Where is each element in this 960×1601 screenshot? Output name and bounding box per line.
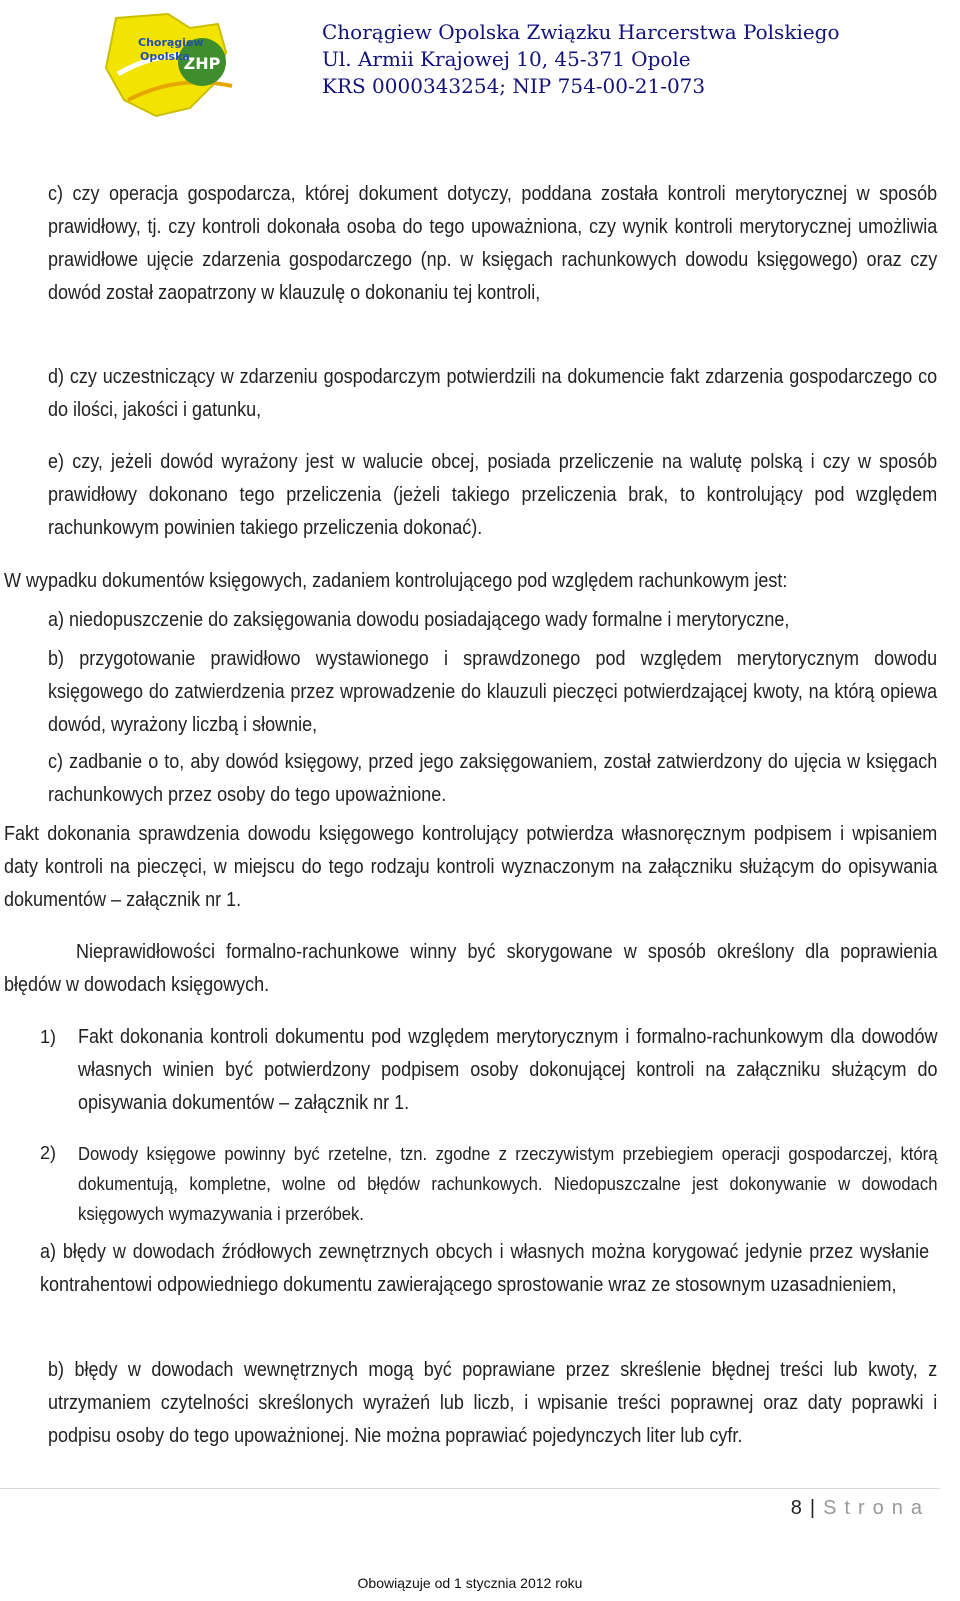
org-address: Ul. Armii Krajowej 10, 45-371 Opole (322, 47, 691, 71)
footer-note: Obowiązuje od 1 stycznia 2012 roku (357, 1575, 583, 1591)
org-name: Chorągiew Opolska Związku Harcerstwa Polskiego (322, 20, 840, 44)
correction-item-b: b) błędy w dowodach wewnętrznych mogą być poprawiane przez skreślenie błędnej treści lub kwoty, z utrzymaniem czytelności skreślonych wyrażeń lub liczb, i wpisanie treści poprawnej oraz daty poprawki i podpisu osoby do tego upoważnionej. Nie można poprawiać pojedynczych liter lub cyfr. (48, 1359, 938, 1447)
paragraph-intro: W wypadku dokumentów księgowych, zadaniem kontrolującego pod względem rachunkowym jest: (4, 570, 788, 592)
logo-text-1: Chorągiew (138, 36, 204, 49)
page-number (791, 1497, 930, 1520)
organization-logo (98, 4, 238, 122)
correction-item-a: a) błędy w dowodach źródłowych zewnętrznych obcych i własnych można korygować jedynie przez wysłanie kontrahentowi odpowiedniego dokumentu zawierającego sprostowanie wraz ze stosownym uzasadnieniem, (40, 1241, 930, 1296)
list-item-a: a) niedopuszczenie do zaksięgowania dowodu posiadającego wady formalne i merytoryczne, (48, 609, 790, 631)
paragraph-nieprawidlowosci: Nieprawidłowości formalno-rachunkowe winny być skorygowane w sposób określony dla poprawienia błędów w dowodach księgowych. (4, 941, 938, 996)
page-number-value: 8 (790, 1497, 802, 1519)
list-item-c: c) zadbanie o to, aby dowód księgowy, przed jego zaksięgowaniem, został zatwierdzony do ujęcia w księgach rachunkowych przez osoby do tego upoważnione. (48, 751, 938, 806)
numbered-label-1: 1) (40, 1027, 57, 1047)
numbered-label-2: 2) (40, 1143, 57, 1163)
paragraph-e: e) czy, jeżeli dowód wyrażony jest w walucie obcej, posiada przeliczenie na walutę polską i czy w sposób prawidłowy dokonano tego przeliczenia (jeżeli takiego przeliczenia brak, to kontrolujący pod względem rachunkowym powinien takiego przeliczenia dokonać). (48, 451, 938, 539)
logo-badge: ZHP (183, 54, 221, 73)
paragraph-fakt: Fakt dokonania sprawdzenia dowodu księgowego kontrolujący potwierdza własnoręcznym podpisem i wpisaniem daty kontroli na pieczęci, w miejscu do tego rodzaju kontroli wyznaczonym na załączniku służącym do opisywania dokumentów – załącznik nr 1. (4, 823, 938, 911)
footer-divider (0, 1488, 940, 1489)
list-item-b: b) przygotowanie prawidłowo wystawionego i sprawdzonego pod względem merytorycznym dowodu księgowego do zatwierdzenia przez wprowadzenie do klauzuli pieczęci potwierdzającej kwoty, na którą opiewa dowód, wyrażony liczbą i słownie, (48, 648, 938, 736)
logo-text-2: Opolska (140, 50, 190, 63)
numbered-item-2: Dowody księgowe powinny być rzetelne, tzn. zgodne z rzeczywistym przebiegiem operacji gospodarczej, którą dokumentują, kompletne, wolne od błędów rachunkowych. Niedopuszczalne jest dokonywanie w dowodach księgowych wymazywania i przeróbek. (78, 1143, 938, 1224)
page-label: Strona (823, 1497, 930, 1519)
numbered-item-1: Fakt dokonania kontroli dokumentu pod względem merytorycznym i formalno-rachunkowym dla dowodów własnych winien być potwierdzony podpisem osoby dokonującej kontroli na załączniku służącym do opisywania dokumentów – załącznik nr 1. (78, 1026, 938, 1114)
paragraph-c: c) czy operacja gospodarcza, której dokument dotyczy, poddana została kontroli merytorycznej w sposób prawidłowy, tj. czy kontroli dokonała osoba do tego upoważniona, czy wynik kontroli merytorycznej umożliwia prawidłowe ujęcie zdarzenia gospodarczego (np. w księgach rachunkowych dowodu księgowego) oraz czy dowód został zaopatrzony w klauzulę o dokonaniu tej kontroli, (48, 183, 938, 304)
org-registry: KRS 0000343254; NIP 754-00-21-073 (322, 74, 706, 98)
page-separator: | (809, 1497, 816, 1519)
paragraph-d: d) czy uczestniczący w zdarzeniu gospodarczym potwierdzili na dokumencie fakt zdarzenia gospodarczego co do ilości, jakości i gatunku, (48, 366, 938, 421)
